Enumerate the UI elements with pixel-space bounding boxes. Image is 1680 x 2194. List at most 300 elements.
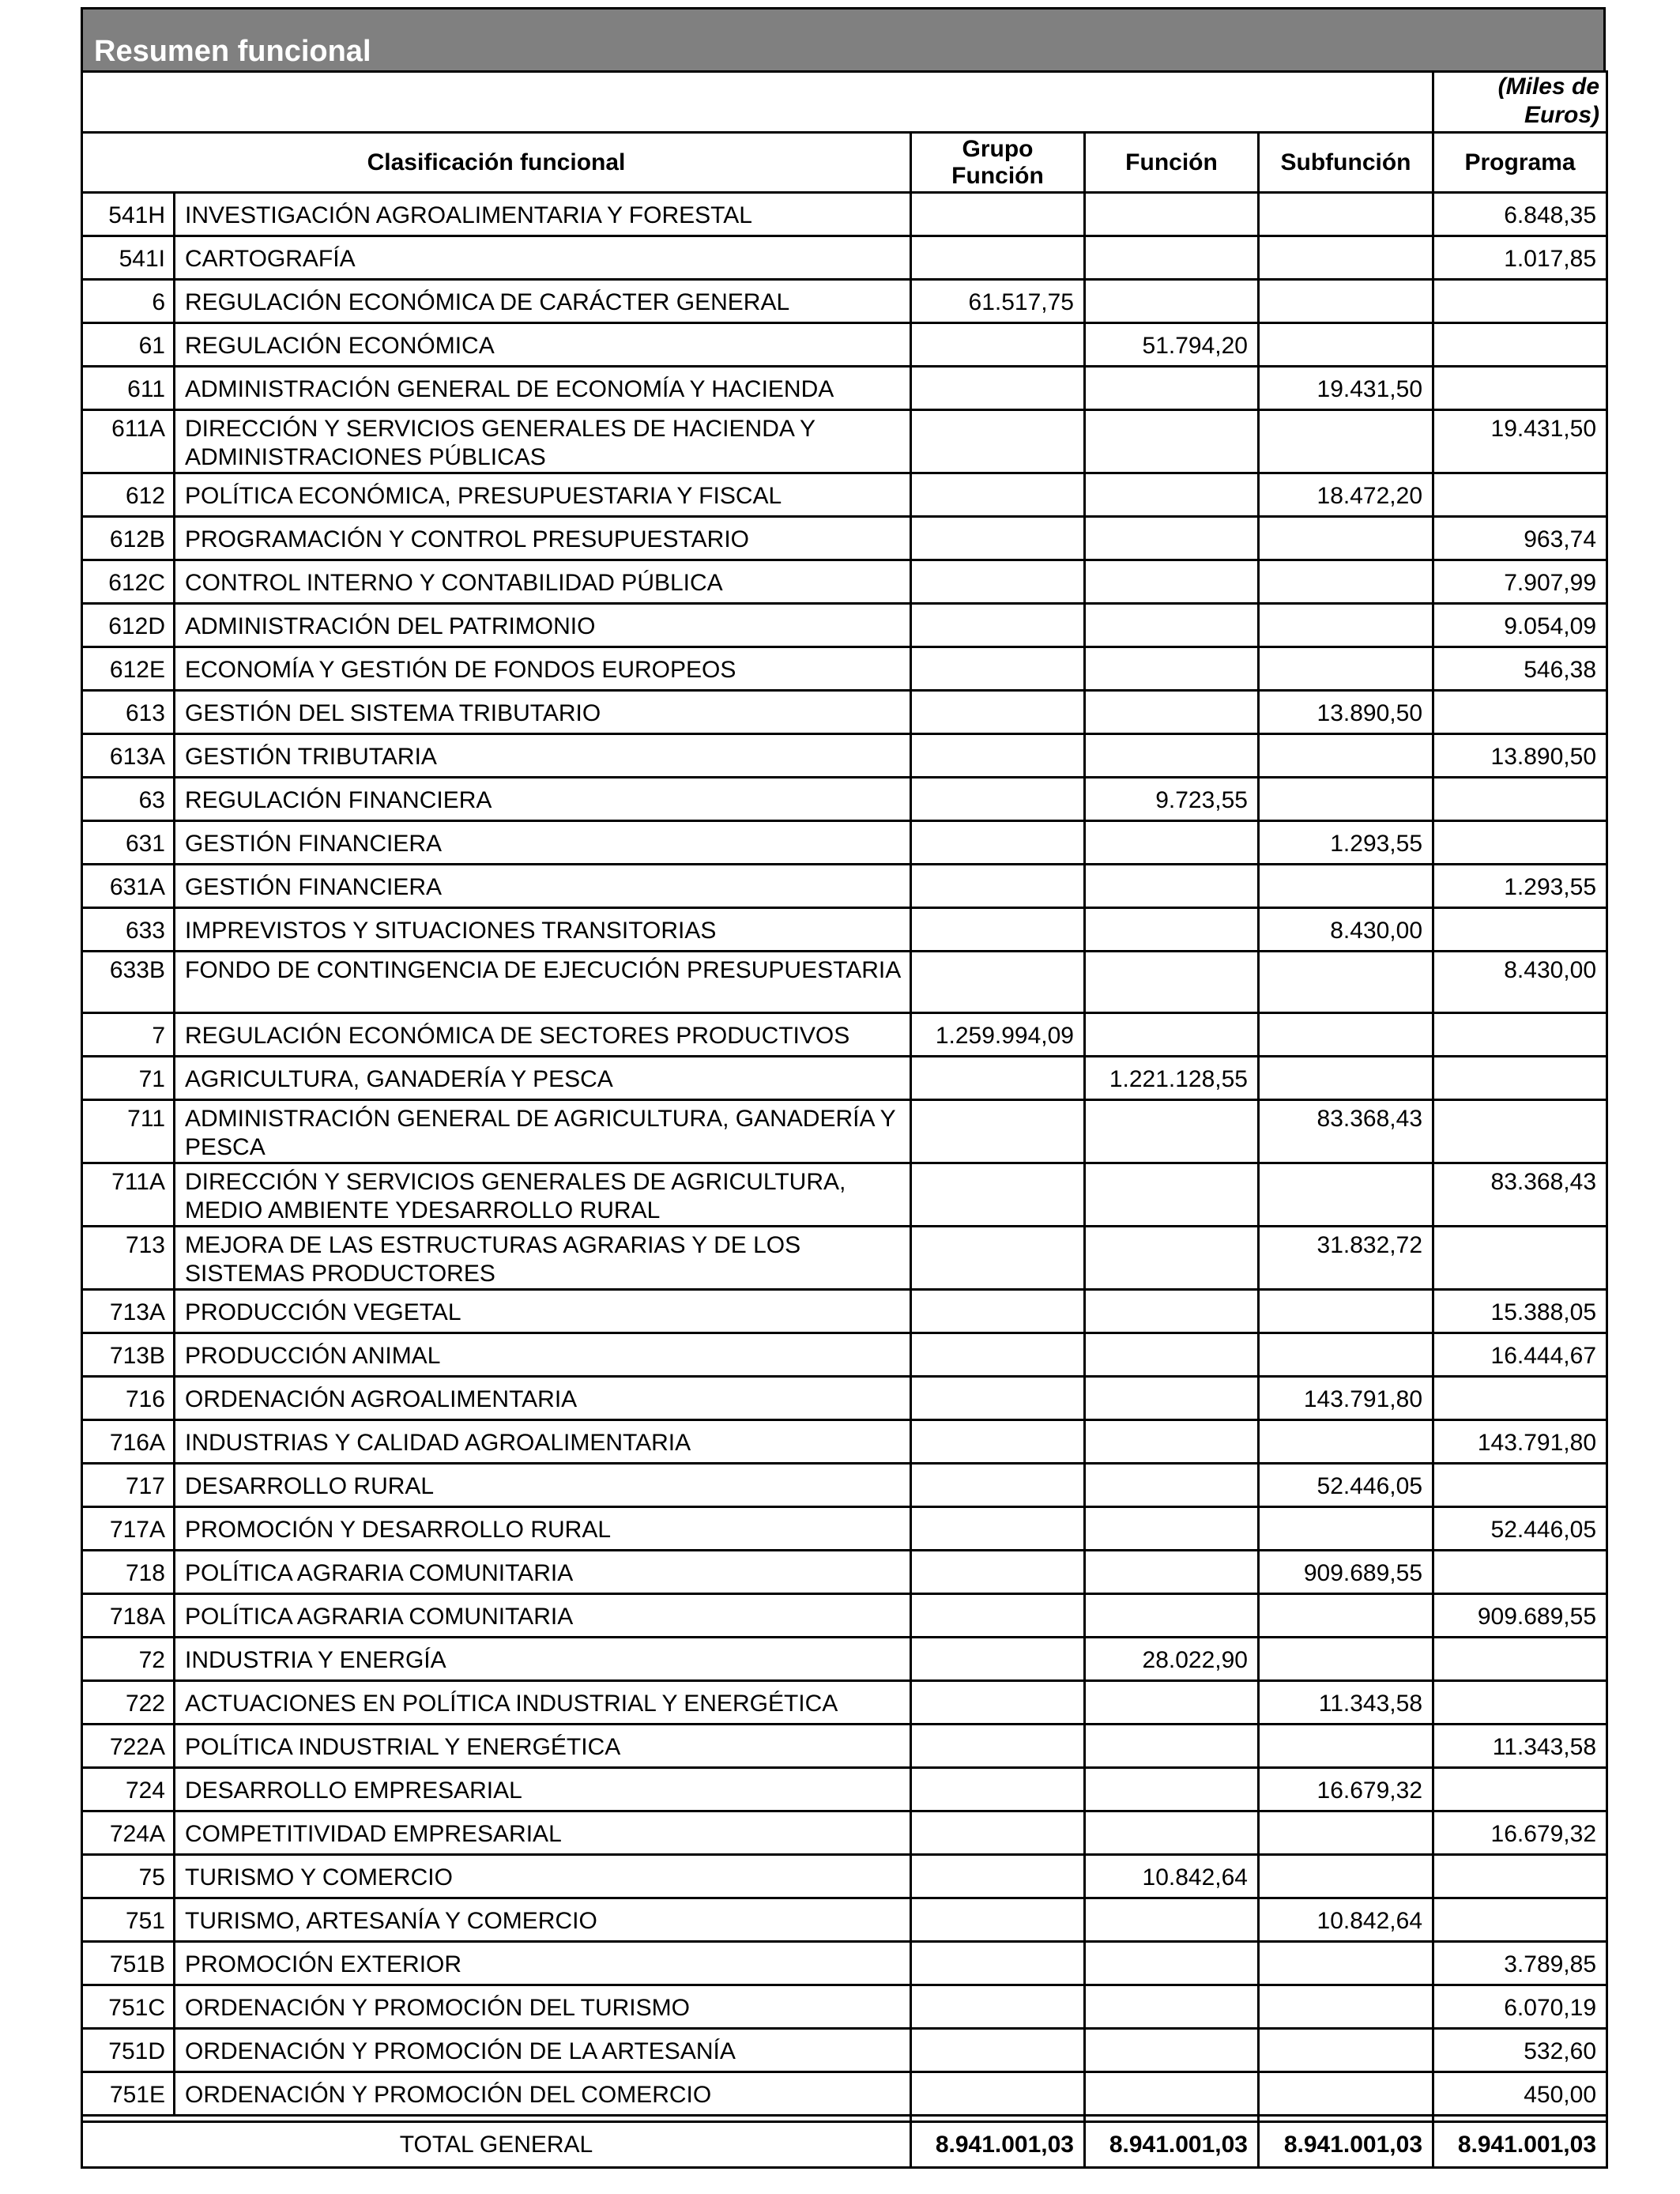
row-code: 75 (82, 1855, 175, 1898)
row-code: 718A (82, 1594, 175, 1638)
table-row (82, 734, 1607, 778)
row-subfuncion (1259, 647, 1433, 691)
row-subfuncion (1259, 1290, 1433, 1333)
total-subfuncion: 8.941.001,03 (1259, 2122, 1433, 2168)
row-code: 722 (82, 1681, 175, 1725)
row-description: REGULACIÓN ECONÓMICA (175, 323, 911, 367)
row-programa: 9.054,09 (1433, 604, 1607, 647)
row-code: 612 (82, 473, 175, 517)
row-grupo-funcion (911, 236, 1085, 280)
row-subfuncion (1259, 1638, 1433, 1681)
table-row (82, 1057, 1607, 1100)
row-code: 6 (82, 280, 175, 323)
row-code: 717A (82, 1507, 175, 1551)
table-row (82, 691, 1607, 734)
row-grupo-funcion (911, 410, 1085, 473)
row-code: 541H (82, 193, 175, 236)
row-subfuncion (1259, 560, 1433, 604)
column-header-programa: Programa (1433, 133, 1607, 193)
row-description: AGRICULTURA, GANADERÍA Y PESCA (175, 1057, 911, 1100)
row-code: 631A (82, 865, 175, 908)
row-grupo-funcion (911, 1333, 1085, 1377)
row-subfuncion (1259, 517, 1433, 560)
table-row (82, 604, 1607, 647)
row-programa (1433, 323, 1607, 367)
row-funcion (1085, 1420, 1259, 1464)
row-description: ADMINISTRACIÓN GENERAL DE ECONOMÍA Y HACIENDA (175, 367, 911, 410)
total-grupo: 8.941.001,03 (911, 2122, 1085, 2168)
row-grupo-funcion (911, 647, 1085, 691)
column-header-grupo: Grupo Función (911, 133, 1085, 193)
table-row (82, 1013, 1607, 1057)
row-subfuncion: 13.890,50 (1259, 691, 1433, 734)
row-programa: 532,60 (1433, 2029, 1607, 2072)
table-row (82, 1507, 1607, 1551)
row-grupo-funcion (911, 1057, 1085, 1100)
row-funcion (1085, 865, 1259, 908)
header-row (82, 133, 1607, 193)
row-code: 611 (82, 367, 175, 410)
row-grupo-funcion (911, 908, 1085, 952)
row-grupo-funcion (911, 367, 1085, 410)
row-code: 63 (82, 778, 175, 821)
row-programa (1433, 1898, 1607, 1942)
row-description: DESARROLLO RURAL (175, 1464, 911, 1507)
row-description: DIRECCIÓN Y SERVICIOS GENERALES DE HACIENDA Y ADMINISTRACIONES PÚBLICAS (175, 410, 911, 473)
table-row (82, 952, 1607, 1013)
table-row (82, 1638, 1607, 1681)
total-programa: 8.941.001,03 (1433, 2122, 1607, 2168)
row-subfuncion: 18.472,20 (1259, 473, 1433, 517)
row-subfuncion (1259, 1942, 1433, 1985)
table-row (82, 410, 1607, 473)
row-description: GESTIÓN FINANCIERA (175, 821, 911, 865)
functional-summary-table (81, 70, 1608, 2169)
row-subfuncion (1259, 1855, 1433, 1898)
row-funcion (1085, 1985, 1259, 2029)
table-row (82, 2029, 1607, 2072)
row-subfuncion (1259, 865, 1433, 908)
row-funcion (1085, 1377, 1259, 1420)
table-row (82, 1377, 1607, 1420)
row-funcion: 51.794,20 (1085, 323, 1259, 367)
row-programa (1433, 1551, 1607, 1594)
row-funcion (1085, 1290, 1259, 1333)
row-programa: 7.907,99 (1433, 560, 1607, 604)
total-row (82, 2122, 1607, 2168)
row-grupo-funcion (911, 1464, 1085, 1507)
row-programa: 16.679,32 (1433, 1811, 1607, 1855)
row-description: PROMOCIÓN Y DESARROLLO RURAL (175, 1507, 911, 1551)
row-description: CARTOGRAFÍA (175, 236, 911, 280)
row-subfuncion: 31.832,72 (1259, 1227, 1433, 1290)
total-funcion: 8.941.001,03 (1085, 2122, 1259, 2168)
row-subfuncion (1259, 1985, 1433, 2029)
row-grupo-funcion: 61.517,75 (911, 280, 1085, 323)
row-grupo-funcion (911, 193, 1085, 236)
table-row (82, 1725, 1607, 1768)
row-funcion (1085, 734, 1259, 778)
row-programa (1433, 1377, 1607, 1420)
row-programa: 8.430,00 (1433, 952, 1607, 1013)
row-funcion (1085, 1681, 1259, 1725)
table-row (82, 1681, 1607, 1725)
table-row (82, 193, 1607, 236)
table-row (82, 1464, 1607, 1507)
row-grupo-funcion (911, 1290, 1085, 1333)
row-code: 713B (82, 1333, 175, 1377)
title-bar (81, 7, 1606, 70)
row-grupo-funcion (911, 952, 1085, 1013)
row-code: 611A (82, 410, 175, 473)
row-funcion (1085, 1811, 1259, 1855)
row-description: ADMINISTRACIÓN GENERAL DE AGRICULTURA, GANADERÍA Y PESCA (175, 1100, 911, 1163)
row-programa: 19.431,50 (1433, 410, 1607, 473)
row-description: INVESTIGACIÓN AGROALIMENTARIA Y FORESTAL (175, 193, 911, 236)
row-code: 711A (82, 1163, 175, 1227)
row-programa (1433, 1681, 1607, 1725)
row-grupo-funcion (911, 1100, 1085, 1163)
row-subfuncion (1259, 2072, 1433, 2116)
row-description: DESARROLLO EMPRESARIAL (175, 1768, 911, 1811)
functional-summary-sheet (81, 7, 1606, 2169)
row-funcion (1085, 821, 1259, 865)
row-grupo-funcion (911, 2029, 1085, 2072)
row-programa: 143.791,80 (1433, 1420, 1607, 1464)
row-subfuncion (1259, 1163, 1433, 1227)
row-programa: 15.388,05 (1433, 1290, 1607, 1333)
row-grupo-funcion (911, 691, 1085, 734)
row-programa: 16.444,67 (1433, 1333, 1607, 1377)
row-subfuncion (1259, 2029, 1433, 2072)
table-row (82, 323, 1607, 367)
row-description: INDUSTRIAS Y CALIDAD AGROALIMENTARIA (175, 1420, 911, 1464)
row-code: 716 (82, 1377, 175, 1420)
row-funcion: 9.723,55 (1085, 778, 1259, 821)
row-description: ACTUACIONES EN POLÍTICA INDUSTRIAL Y ENERGÉTICA (175, 1681, 911, 1725)
table-row (82, 865, 1607, 908)
row-description: POLÍTICA ECONÓMICA, PRESUPUESTARIA Y FISCAL (175, 473, 911, 517)
row-subfuncion (1259, 193, 1433, 236)
row-funcion (1085, 1464, 1259, 1507)
table-row (82, 560, 1607, 604)
row-programa (1433, 1638, 1607, 1681)
row-grupo-funcion (911, 1507, 1085, 1551)
row-funcion (1085, 1163, 1259, 1227)
row-funcion (1085, 280, 1259, 323)
row-subfuncion (1259, 280, 1433, 323)
row-description: ORDENACIÓN AGROALIMENTARIA (175, 1377, 911, 1420)
row-programa (1433, 1768, 1607, 1811)
row-description: REGULACIÓN ECONÓMICA DE CARÁCTER GENERAL (175, 280, 911, 323)
table-row (82, 367, 1607, 410)
units-row (82, 72, 1607, 133)
row-grupo-funcion (911, 1163, 1085, 1227)
row-description: COMPETITIVIDAD EMPRESARIAL (175, 1811, 911, 1855)
total-label: TOTAL GENERAL (82, 2122, 911, 2168)
row-subfuncion (1259, 1057, 1433, 1100)
row-subfuncion (1259, 1811, 1433, 1855)
row-programa (1433, 1013, 1607, 1057)
row-grupo-funcion (911, 473, 1085, 517)
row-funcion (1085, 236, 1259, 280)
row-programa: 83.368,43 (1433, 1163, 1607, 1227)
row-grupo-funcion (911, 560, 1085, 604)
total-spacer-row (82, 2116, 1607, 2122)
table-row (82, 1420, 1607, 1464)
row-description: TURISMO, ARTESANÍA Y COMERCIO (175, 1898, 911, 1942)
row-subfuncion: 83.368,43 (1259, 1100, 1433, 1163)
row-programa (1433, 1464, 1607, 1507)
row-subfuncion: 11.343,58 (1259, 1681, 1433, 1725)
row-code: 612C (82, 560, 175, 604)
row-funcion (1085, 1768, 1259, 1811)
row-funcion (1085, 193, 1259, 236)
row-subfuncion (1259, 604, 1433, 647)
row-subfuncion (1259, 1725, 1433, 1768)
row-code: 633 (82, 908, 175, 952)
row-code: 72 (82, 1638, 175, 1681)
row-funcion (1085, 410, 1259, 473)
row-grupo-funcion (911, 517, 1085, 560)
row-code: 751 (82, 1898, 175, 1942)
row-subfuncion (1259, 1507, 1433, 1551)
table-row (82, 1942, 1607, 1985)
row-funcion: 1.221.128,55 (1085, 1057, 1259, 1100)
row-funcion (1085, 952, 1259, 1013)
row-funcion (1085, 1551, 1259, 1594)
row-code: 724 (82, 1768, 175, 1811)
row-subfuncion: 8.430,00 (1259, 908, 1433, 952)
table-row (82, 1855, 1607, 1898)
row-description: ADMINISTRACIÓN DEL PATRIMONIO (175, 604, 911, 647)
row-grupo-funcion (911, 1768, 1085, 1811)
row-grupo-funcion (911, 1855, 1085, 1898)
row-code: 612B (82, 517, 175, 560)
row-grupo-funcion (911, 604, 1085, 647)
row-grupo-funcion (911, 1985, 1085, 2029)
row-programa (1433, 1855, 1607, 1898)
row-programa (1433, 908, 1607, 952)
table-row (82, 908, 1607, 952)
column-header-clasificacion: Clasificación funcional (82, 133, 911, 193)
row-funcion (1085, 2072, 1259, 2116)
row-subfuncion (1259, 410, 1433, 473)
row-subfuncion (1259, 1594, 1433, 1638)
row-grupo-funcion (911, 1551, 1085, 1594)
row-description: ORDENACIÓN Y PROMOCIÓN DEL TURISMO (175, 1985, 911, 2029)
table-row (82, 1227, 1607, 1290)
row-programa: 546,38 (1433, 647, 1607, 691)
row-programa (1433, 473, 1607, 517)
row-code: 751C (82, 1985, 175, 2029)
row-programa (1433, 1057, 1607, 1100)
row-programa (1433, 778, 1607, 821)
table-row (82, 821, 1607, 865)
row-subfuncion (1259, 236, 1433, 280)
row-subfuncion (1259, 1013, 1433, 1057)
row-funcion (1085, 2029, 1259, 2072)
row-funcion (1085, 908, 1259, 952)
row-subfuncion (1259, 1333, 1433, 1377)
row-code: 633B (82, 952, 175, 1013)
row-description: DIRECCIÓN Y SERVICIOS GENERALES DE AGRICULTURA, MEDIO AMBIENTE YDESARROLLO RURAL (175, 1163, 911, 1227)
row-description: IMPREVISTOS Y SITUACIONES TRANSITORIAS (175, 908, 911, 952)
table-row (82, 1290, 1607, 1333)
row-funcion (1085, 1942, 1259, 1985)
row-programa: 1.293,55 (1433, 865, 1607, 908)
row-grupo-funcion (911, 1420, 1085, 1464)
row-grupo-funcion (911, 1898, 1085, 1942)
row-grupo-funcion (911, 1811, 1085, 1855)
row-description: ORDENACIÓN Y PROMOCIÓN DEL COMERCIO (175, 2072, 911, 2116)
row-programa: 3.789,85 (1433, 1942, 1607, 1985)
row-code: 718 (82, 1551, 175, 1594)
row-programa: 909.689,55 (1433, 1594, 1607, 1638)
table-row (82, 236, 1607, 280)
row-funcion (1085, 1227, 1259, 1290)
row-funcion (1085, 517, 1259, 560)
row-programa: 963,74 (1433, 517, 1607, 560)
row-grupo-funcion (911, 821, 1085, 865)
row-grupo-funcion (911, 734, 1085, 778)
row-description: POLÍTICA AGRARIA COMUNITARIA (175, 1551, 911, 1594)
table-row (82, 517, 1607, 560)
row-code: 724A (82, 1811, 175, 1855)
row-funcion: 10.842,64 (1085, 1855, 1259, 1898)
table-row (82, 1985, 1607, 2029)
row-subfuncion: 909.689,55 (1259, 1551, 1433, 1594)
table-row (82, 1898, 1607, 1942)
row-code: 751D (82, 2029, 175, 2072)
row-description: INDUSTRIA Y ENERGÍA (175, 1638, 911, 1681)
row-grupo-funcion (911, 778, 1085, 821)
row-code: 717 (82, 1464, 175, 1507)
row-grupo-funcion (911, 1594, 1085, 1638)
row-funcion (1085, 560, 1259, 604)
row-grupo-funcion: 1.259.994,09 (911, 1013, 1085, 1057)
row-programa: 11.343,58 (1433, 1725, 1607, 1768)
row-funcion (1085, 604, 1259, 647)
table-row (82, 1100, 1607, 1163)
row-subfuncion (1259, 323, 1433, 367)
row-description: GESTIÓN TRIBUTARIA (175, 734, 911, 778)
row-description: GESTIÓN FINANCIERA (175, 865, 911, 908)
row-code: 751E (82, 2072, 175, 2116)
row-funcion (1085, 647, 1259, 691)
row-programa (1433, 367, 1607, 410)
row-funcion: 28.022,90 (1085, 1638, 1259, 1681)
row-subfuncion: 1.293,55 (1259, 821, 1433, 865)
row-description: FONDO DE CONTINGENCIA DE EJECUCIÓN PRESUPUESTARIA (175, 952, 911, 1013)
row-code: 61 (82, 323, 175, 367)
row-code: 613A (82, 734, 175, 778)
row-description: MEJORA DE LAS ESTRUCTURAS AGRARIAS Y DE LOS SISTEMAS PRODUCTORES (175, 1227, 911, 1290)
row-programa (1433, 821, 1607, 865)
row-grupo-funcion (911, 1725, 1085, 1768)
row-description: PROMOCIÓN EXTERIOR (175, 1942, 911, 1985)
row-funcion (1085, 1725, 1259, 1768)
row-programa: 6.070,19 (1433, 1985, 1607, 2029)
row-description: ECONOMÍA Y GESTIÓN DE FONDOS EUROPEOS (175, 647, 911, 691)
row-subfuncion: 52.446,05 (1259, 1464, 1433, 1507)
row-grupo-funcion (911, 1638, 1085, 1681)
row-code: 713A (82, 1290, 175, 1333)
row-programa (1433, 1100, 1607, 1163)
table-row (82, 473, 1607, 517)
row-programa: 13.890,50 (1433, 734, 1607, 778)
row-grupo-funcion (911, 1377, 1085, 1420)
column-header-subfuncion: Subfunción (1259, 133, 1433, 193)
row-programa: 6.848,35 (1433, 193, 1607, 236)
row-programa: 52.446,05 (1433, 1507, 1607, 1551)
row-description: POLÍTICA INDUSTRIAL Y ENERGÉTICA (175, 1725, 911, 1768)
row-description: TURISMO Y COMERCIO (175, 1855, 911, 1898)
row-programa: 450,00 (1433, 2072, 1607, 2116)
row-grupo-funcion (911, 1942, 1085, 1985)
table-row (82, 1163, 1607, 1227)
units-label: (Miles de Euros) (1433, 72, 1607, 133)
table-row (82, 1768, 1607, 1811)
row-code: 541I (82, 236, 175, 280)
row-programa (1433, 691, 1607, 734)
row-description: CONTROL INTERNO Y CONTABILIDAD PÚBLICA (175, 560, 911, 604)
row-funcion (1085, 1507, 1259, 1551)
row-programa (1433, 1227, 1607, 1290)
row-description: POLÍTICA AGRARIA COMUNITARIA (175, 1594, 911, 1638)
row-subfuncion (1259, 952, 1433, 1013)
row-grupo-funcion (911, 865, 1085, 908)
table-row (82, 2072, 1607, 2116)
row-programa (1433, 280, 1607, 323)
table-row (82, 647, 1607, 691)
row-funcion (1085, 473, 1259, 517)
row-code: 71 (82, 1057, 175, 1100)
row-programa: 1.017,85 (1433, 236, 1607, 280)
row-code: 612D (82, 604, 175, 647)
row-grupo-funcion (911, 1681, 1085, 1725)
table-row (82, 1811, 1607, 1855)
page-title: Resumen funcional (94, 35, 371, 68)
row-description: PROGRAMACIÓN Y CONTROL PRESUPUESTARIO (175, 517, 911, 560)
row-subfuncion (1259, 1420, 1433, 1464)
row-grupo-funcion (911, 323, 1085, 367)
row-code: 716A (82, 1420, 175, 1464)
row-description: ORDENACIÓN Y PROMOCIÓN DE LA ARTESANÍA (175, 2029, 911, 2072)
row-funcion (1085, 691, 1259, 734)
row-description: GESTIÓN DEL SISTEMA TRIBUTARIO (175, 691, 911, 734)
row-description: REGULACIÓN FINANCIERA (175, 778, 911, 821)
row-code: 713 (82, 1227, 175, 1290)
table-row (82, 1333, 1607, 1377)
table-body (82, 193, 1607, 2116)
column-header-funcion: Función (1085, 133, 1259, 193)
row-funcion (1085, 1333, 1259, 1377)
row-description: REGULACIÓN ECONÓMICA DE SECTORES PRODUCTIVOS (175, 1013, 911, 1057)
row-code: 751B (82, 1942, 175, 1985)
row-code: 613 (82, 691, 175, 734)
row-code: 631 (82, 821, 175, 865)
table-row (82, 1594, 1607, 1638)
row-funcion (1085, 1594, 1259, 1638)
row-grupo-funcion (911, 1227, 1085, 1290)
row-description: PRODUCCIÓN VEGETAL (175, 1290, 911, 1333)
table-row (82, 1551, 1607, 1594)
table-row (82, 280, 1607, 323)
row-code: 711 (82, 1100, 175, 1163)
row-subfuncion: 16.679,32 (1259, 1768, 1433, 1811)
table-row (82, 778, 1607, 821)
